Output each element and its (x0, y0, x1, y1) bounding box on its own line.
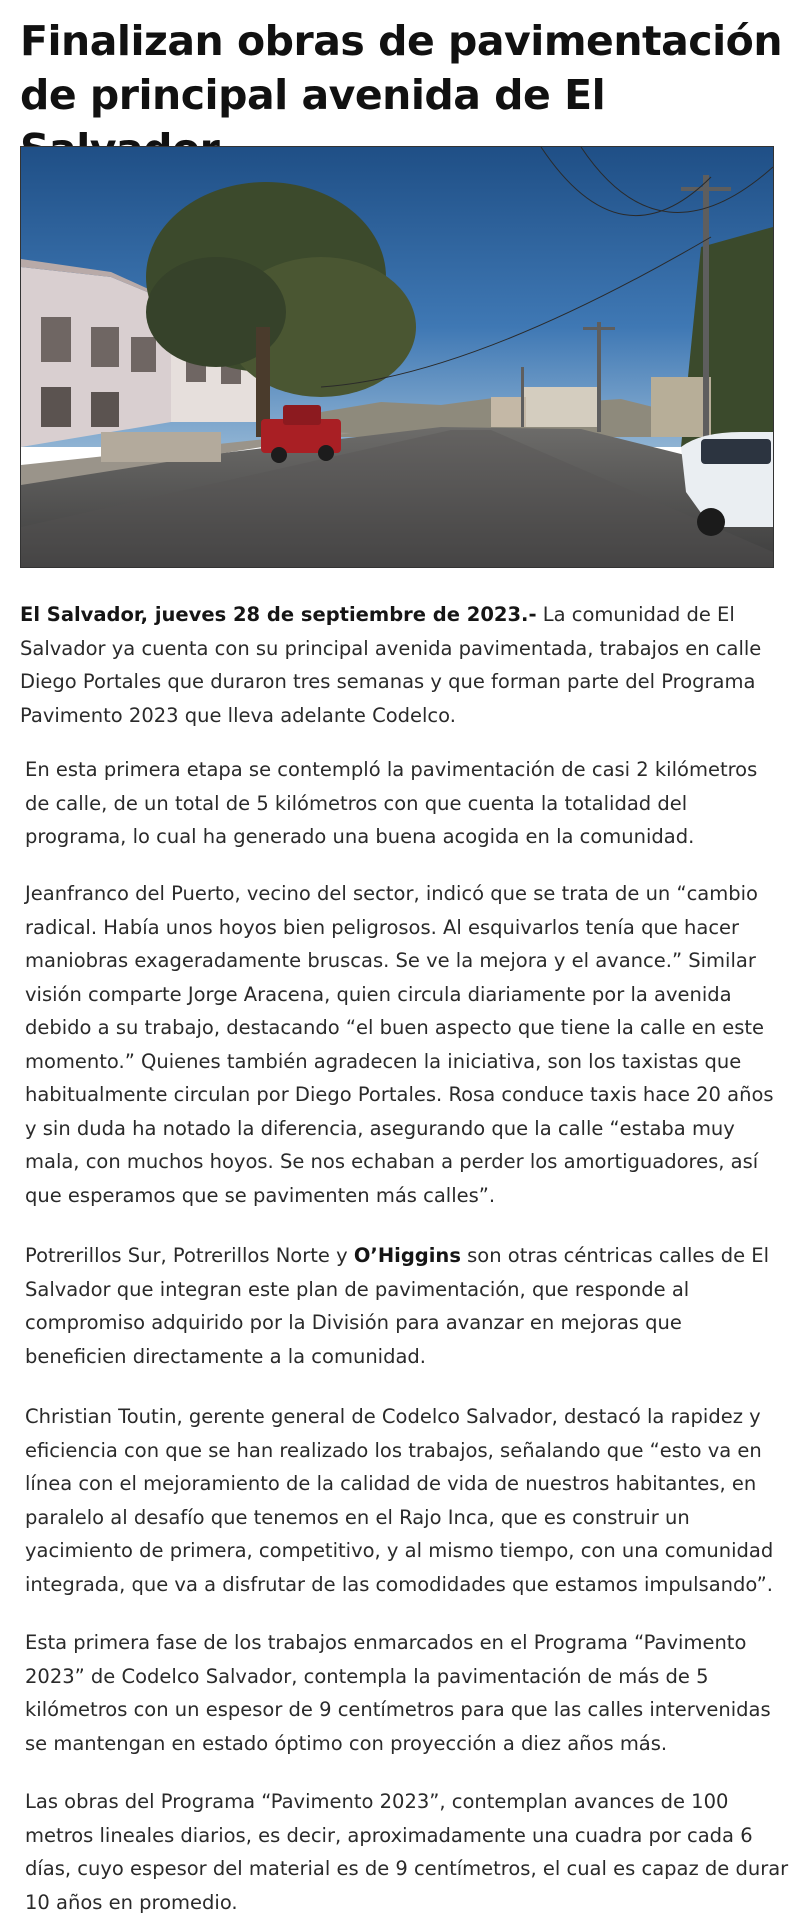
streets-text-after: son otras céntricas calles de El Salvador que integran este plan de pavimentación, que responde al compromiso adquirido por la División para avanzar en mejoras que beneficien directamente a la comunidad. (25, 1244, 770, 1368)
body-paragraph: En esta primera etapa se contempló la pavimentación de casi 2 kilómetros de calle, de un total de 5 kilómetros con que cuenta la totalidad del programa, lo cual ha generado una buena acogida en la comunidad. (25, 758, 758, 848)
dateline: El Salvador, jueves 28 de septiembre de 2023.- (20, 603, 537, 626)
article-title: Finalizan obras de pavimentación de principal avenida de El (20, 17, 783, 119)
body-paragraph: Esta primera fase de los trabajos enmarcados en el Programa “Pavimento 2023” de Codelco Salvador, contempla la pavimentación de más de 5 kilómetros con un espesor de 9 centímetros para que las calles intervenidas se mantengan en estado óptimo con proyección a diez años más. (25, 1631, 771, 1755)
body-paragraph: Las obras del Programa “Pavimento 2023”, contemplan avances de 100 metros lineales diarios, es decir, aproximadamente una cuadra por cada 6 días, cuyo espesor del material es de 9 centímetros, el cual es capaz de durar 10 años en promedio. (25, 1790, 789, 1914)
body-paragraph (25, 1239, 785, 1373)
lead-text: La comunidad de El Salvador ya cuenta con su principal avenida pavimentada, trabajos en calle Diego Portales que duraron tres semanas y que forman parte del Programa Pavimento 2023 que lleva adelante Codelco. (20, 603, 762, 727)
article-hero-photo (20, 146, 774, 568)
streets-text-before: Potrerillos Sur, Potrerillos Norte y (25, 1244, 354, 1267)
body-paragraph: Jeanfranco del Puerto, vecino del sector, indicó que se trata de un “cambio radical. Había unos hoyos bien peligrosos. Al esquivarlos tenía que hacer maniobras exageradamente bruscas. Se ve la mejora y el avance.” Similar visión comparte Jorge Aracena, quien circula diariamente por la avenida debido a su trabajo, destacando “el buen aspecto que tiene la calle en este momento.” Quienes también agradecen la iniciativa, son los taxistas que habitualmente circulan por Diego Portales. Rosa conduce taxis hace 20 años y sin duda ha notado la diferencia, asegurando que la calle “estaba muy mala, con muchos hoyos. Se nos echaban a perder los amortiguadores, así que esperamos que se pavimenten más calles”. (25, 882, 774, 1207)
street-name-ohiggins: O’Higgins (353, 1244, 461, 1267)
body-paragraph: Christian Toutin, gerente general de Codelco Salvador, destacó la rapidez y eficiencia con que se han realizado los trabajos, señalando que “esto va en línea con el mejoramiento de la calidad de vida de nuestros habitantes, en paralelo al desafío que tenemos en el Rajo Inca, que es construir un yacimiento de primera, competitivo, y al mismo tiempo, con una comunidad integrada, que va a disfrutar de las comodidades que estamos impulsando”. (25, 1405, 774, 1596)
lead-paragraph (20, 598, 782, 732)
